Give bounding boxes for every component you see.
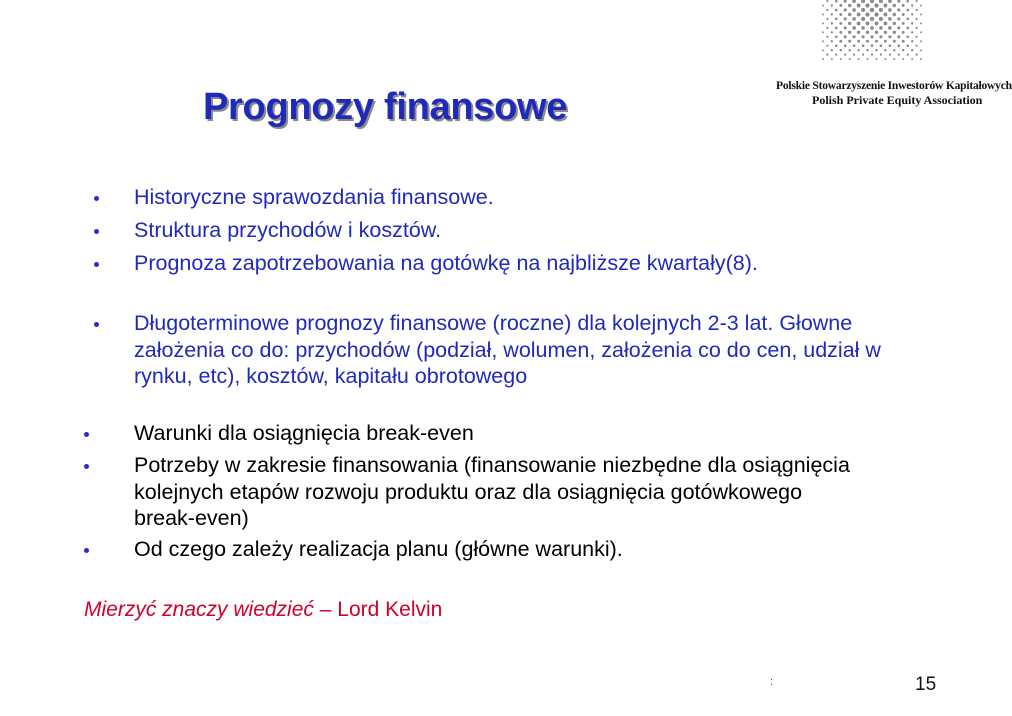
logo-dot	[844, 17, 847, 20]
logo-dot	[916, 54, 918, 56]
logo-dot	[862, 35, 865, 38]
logo-dot	[862, 54, 864, 56]
logo-dot	[888, 8, 892, 12]
logo-dot	[898, 54, 900, 56]
logo-dot	[831, 4, 833, 6]
logo-dot	[916, 27, 918, 29]
logo-dot	[893, 13, 896, 16]
logo-dot	[822, 31, 824, 33]
logo-dot	[897, 35, 900, 38]
logo-dot	[879, 35, 882, 38]
logo-dot	[871, 44, 874, 47]
logo-dot	[911, 49, 913, 51]
page-title: Prognozy finansowe	[203, 86, 568, 128]
logo-dot	[893, 58, 895, 60]
org-name-english: Polish Private Equity Association	[812, 93, 983, 107]
logo-dot	[848, 31, 851, 34]
logo-dot	[835, 9, 838, 12]
logo-dot	[870, 17, 874, 21]
logo-dot	[902, 4, 905, 7]
logo-dot	[897, 8, 900, 11]
logo-dot	[875, 40, 878, 43]
logo-dot	[831, 13, 833, 15]
logo-dot	[902, 49, 904, 51]
logo-dot	[857, 40, 860, 43]
logo-dot	[906, 9, 909, 12]
logo-dot	[880, 54, 882, 56]
logo-dot	[852, 17, 856, 21]
logo-dot	[844, 0, 847, 3]
logo-dot	[840, 58, 842, 60]
logo-dot	[888, 26, 892, 30]
logo-dot	[822, 58, 824, 60]
logo-dot	[822, 5, 824, 7]
logo-dot	[879, 17, 883, 21]
logo-dot	[883, 4, 887, 8]
logo-dot	[857, 13, 861, 17]
logo-dot	[920, 22, 922, 24]
logo-dot	[911, 40, 913, 42]
logo-dot	[911, 4, 913, 6]
logo-dot	[861, 8, 865, 12]
logo-dot	[911, 58, 913, 60]
logo-dot	[916, 0, 918, 2]
bullet-text: Prognoza zapotrzebowania na gotówkę na najbliższe kwartały(8).	[134, 251, 758, 275]
logo-dot	[870, 35, 873, 38]
logo-dot	[916, 9, 918, 11]
logo-dot	[920, 58, 922, 60]
logo-dot	[893, 22, 896, 25]
logo-dot	[826, 0, 828, 2]
logo-dot	[897, 26, 900, 29]
logo-dot	[920, 14, 922, 16]
bullet-text: Historyczne sprawozdania finansowe.	[134, 185, 494, 209]
logo-dot	[831, 49, 833, 51]
logo-dot	[870, 0, 874, 3]
logo-dot	[852, 26, 856, 30]
logo-dot	[835, 54, 837, 56]
logo-dot	[883, 21, 887, 25]
logo-dot	[884, 40, 887, 43]
logo-dot	[879, 0, 883, 3]
logo-dot	[822, 22, 824, 24]
quote-phrase: Mierzyć znaczy wiedzieć	[84, 598, 314, 621]
bullet-text: Długoterminowe prognozy finansowe (roczne) dla kolejnych 2-3 lat. Głowne założenia co do: przychodów (podział, wolumen, założenia co do cen, udział w rynku, etc), kosztów, kapitału obrotowego	[134, 311, 881, 388]
logo-dot	[831, 58, 833, 60]
logo-dot	[865, 3, 869, 7]
bullet-text: Struktura przychodów i kosztów.	[134, 218, 442, 242]
logo-dot	[874, 3, 878, 7]
logo-dot	[906, 18, 909, 21]
logo-dot	[839, 40, 842, 43]
logo-dot	[893, 40, 896, 43]
logo-dot	[884, 49, 886, 51]
logo-dot	[867, 58, 869, 60]
logo-dot	[920, 40, 922, 42]
logo-dot	[920, 5, 922, 7]
logo-dot	[888, 35, 891, 38]
logo-dot	[861, 0, 865, 3]
logo-dot	[835, 35, 838, 38]
logo-dot	[861, 17, 865, 21]
logo-dot	[839, 22, 842, 25]
logo-dot	[822, 49, 824, 51]
logo-dot	[916, 45, 918, 47]
bullet-dot-icon	[94, 229, 99, 234]
logo-dot	[893, 31, 896, 34]
logo-dot	[844, 44, 847, 47]
logo-dot	[893, 49, 895, 51]
bullet-dot-icon	[84, 432, 89, 437]
logo-dot	[852, 0, 856, 3]
logo-dot	[831, 22, 833, 24]
logo-dot	[888, 0, 892, 3]
logo-dot	[844, 26, 847, 29]
logo-dot	[844, 35, 847, 38]
logo-dot	[876, 58, 878, 60]
logo-dot	[897, 17, 900, 20]
page-number: 15	[915, 674, 937, 695]
logo-dot	[844, 54, 846, 56]
logo-dot	[916, 18, 918, 20]
logo-dot	[857, 21, 861, 25]
logo-dot	[848, 13, 851, 16]
bullet-dot-icon	[94, 196, 99, 201]
logo-dot	[831, 31, 833, 33]
logo-dot	[906, 35, 909, 38]
logo-dot	[888, 17, 892, 21]
logo-dot	[839, 4, 842, 7]
logo-dot	[870, 8, 875, 13]
logo-dot	[911, 22, 913, 24]
dotted-diamond-logo-icon	[808, 0, 960, 78]
logo-dot	[853, 54, 855, 56]
logo-dot	[857, 4, 861, 8]
bullet-dot-icon	[94, 262, 99, 267]
logo-dot	[822, 14, 824, 16]
logo-dot	[844, 8, 847, 11]
logo-dot	[884, 31, 887, 34]
logo-dot	[852, 8, 856, 12]
logo-dot	[893, 4, 896, 7]
bullet-dot-icon	[84, 464, 89, 469]
bullet-text: Od czego zależy realizacja planu (główne warunki).	[134, 537, 623, 561]
logo-dot	[826, 36, 828, 38]
logo-dot	[902, 40, 905, 43]
quote	[84, 598, 442, 622]
logo-dot	[866, 40, 869, 43]
logo-dot	[880, 44, 883, 47]
logo-dot	[848, 49, 850, 51]
logo-dot	[879, 26, 883, 30]
logo-dot	[875, 49, 877, 51]
logo-dot	[889, 44, 892, 47]
logo-dot	[902, 31, 905, 34]
bullet-dot-icon	[94, 322, 99, 327]
logo-dot	[857, 31, 860, 34]
logo-dot	[826, 9, 828, 11]
logo-dot	[865, 12, 869, 16]
bullet-text: Warunki dla osiągnięcia break-even	[134, 421, 474, 445]
logo-dot	[862, 44, 865, 47]
logo-dot	[906, 27, 909, 30]
logo-dot	[902, 13, 905, 16]
logo-dot	[849, 58, 851, 60]
logo-dot	[822, 40, 824, 42]
logo-dot	[897, 0, 900, 3]
logo-dot	[866, 31, 869, 34]
logo-dot	[848, 40, 851, 43]
logo-dot	[848, 4, 851, 7]
quote-separator: –	[313, 598, 338, 621]
logo-dot	[848, 22, 851, 25]
logo-dot	[879, 8, 883, 12]
logo-dot	[866, 49, 868, 51]
logo-dot	[874, 12, 878, 16]
logo-dot	[920, 49, 922, 51]
logo-dot	[861, 26, 865, 30]
logo-dot	[826, 54, 828, 56]
org-name-polish: Polskie Stowarzyszenie Inwestorów Kapitałowych	[776, 80, 1012, 92]
logo-dot	[835, 27, 838, 30]
logo-dot	[826, 45, 828, 47]
logo-dot	[902, 22, 905, 25]
logo-dot	[853, 44, 856, 47]
bullet-dot-icon	[84, 548, 89, 553]
logo-dot	[858, 58, 860, 60]
logo-dot	[906, 0, 909, 2]
logo-dot	[839, 31, 842, 34]
logo-dot	[857, 49, 859, 51]
logo-dot	[907, 54, 909, 56]
logo-dot	[871, 54, 873, 56]
logo-dot	[866, 21, 870, 25]
logo-dot	[889, 54, 891, 56]
logo-dot	[831, 40, 833, 42]
logo-dot	[897, 44, 900, 47]
logo-dot	[911, 13, 913, 15]
logo-dot	[835, 0, 838, 2]
logo-dot	[911, 31, 913, 33]
logo-dot	[875, 31, 878, 34]
logo-dot	[883, 13, 887, 17]
logo-dot	[839, 13, 842, 16]
logo-dot	[916, 36, 918, 38]
logo-dot	[853, 35, 856, 38]
logo-dot	[835, 44, 838, 47]
logo-dot	[920, 31, 922, 33]
logo-dot	[884, 58, 886, 60]
logo-dot	[840, 49, 842, 51]
logo-dot	[870, 26, 874, 30]
logo-dot	[835, 18, 838, 21]
logo-dot	[875, 21, 879, 25]
logo-dot	[902, 58, 904, 60]
logo-dot	[826, 18, 828, 20]
logo-dot	[906, 44, 909, 47]
quote-author: Lord Kelvin	[337, 598, 443, 621]
logo-dot	[826, 27, 828, 29]
bullet-text: Potrzeby w zakresie finansowania (finansowanie niezbędne dla osiągnięcia kolejnych etapów rozwoju produktu oraz dla osiągnięcia gotówkowego break-even)	[134, 453, 850, 530]
footnote-mark: :	[770, 676, 774, 688]
